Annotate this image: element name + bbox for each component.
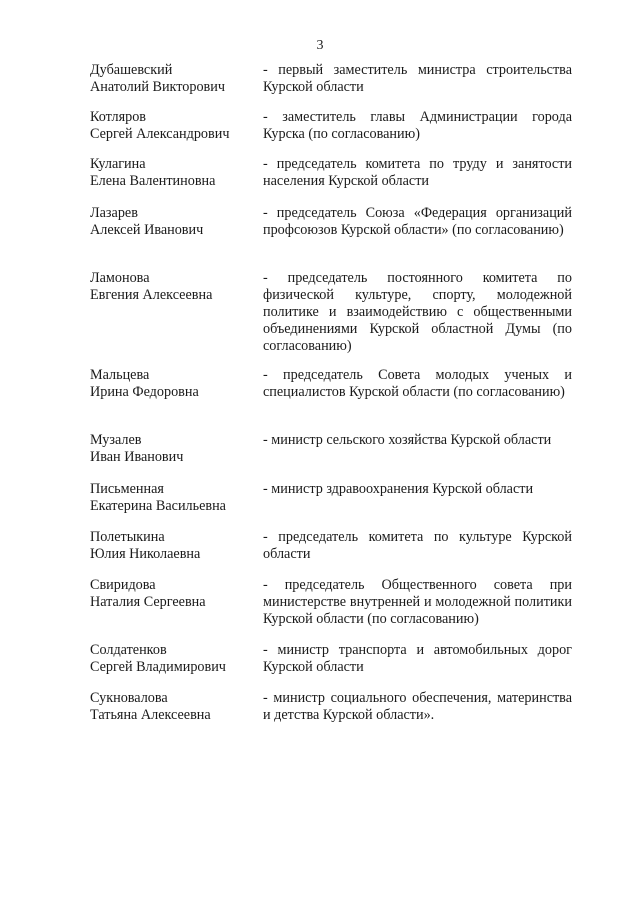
member-role: - министр сельского хозяйства Курской области xyxy=(263,432,552,448)
member-name xyxy=(90,577,255,611)
member-surname: Свиридова xyxy=(90,577,156,593)
member-surname: Ламонова xyxy=(90,270,150,286)
member-name xyxy=(90,432,255,466)
member-name xyxy=(90,642,255,676)
member-role: - министр транспорта и автомобильных дорог Курской области xyxy=(263,642,572,675)
member-surname: Письменная xyxy=(90,481,164,497)
member-given-names: Ирина Федоровна xyxy=(90,384,199,400)
member-name xyxy=(90,109,255,143)
member-role: - председатель комитета по культуре Курской области xyxy=(263,529,572,562)
member-given-names: Сергей Владимирович xyxy=(90,659,226,675)
member-role: - министр здравоохранения Курской области xyxy=(263,481,534,497)
page-number: 3 xyxy=(316,38,324,53)
member-name xyxy=(90,270,255,304)
member-given-names: Екатерина Васильевна xyxy=(90,498,226,514)
member-surname: Сукновалова xyxy=(90,690,168,706)
member-given-names: Иван Иванович xyxy=(90,449,184,465)
member-surname: Котляров xyxy=(90,109,147,125)
member-name xyxy=(90,690,255,724)
member-name xyxy=(90,62,255,96)
member-role: - заместитель главы Администрации города Курска (по согласованию) xyxy=(263,109,572,142)
member-name xyxy=(90,529,255,563)
member-given-names: Сергей Александрович xyxy=(90,126,230,142)
member-name xyxy=(90,156,255,190)
member-given-names: Татьяна Алексеевна xyxy=(90,707,211,723)
member-given-names: Юлия Николаевна xyxy=(90,546,201,562)
member-surname: Полетыкина xyxy=(90,529,165,545)
member-role: - министр социального обеспечения, материнства и детства Курской области». xyxy=(263,690,572,723)
member-role: - председатель Совета молодых ученых и специалистов Курской области (по согласованию) xyxy=(263,367,572,400)
member-given-names: Алексей Иванович xyxy=(90,222,204,238)
member-surname: Солдатенков xyxy=(90,642,167,658)
member-surname: Мальцева xyxy=(90,367,150,383)
member-surname: Кулагина xyxy=(90,156,146,172)
member-surname: Дубашевский xyxy=(90,62,173,78)
member-role: - председатель Общественного совета при министерстве внутренней и молодежной политики Курской области (по согласованию) xyxy=(263,577,572,627)
member-given-names: Наталия Сергеевна xyxy=(90,594,206,610)
member-role: - председатель Союза «Федерация организаций профсоюзов Курской области» (по согласованию) xyxy=(263,205,572,238)
member-name xyxy=(90,367,255,401)
member-surname: Лазарев xyxy=(90,205,138,221)
member-role: - первый заместитель министра строительства Курской области xyxy=(263,62,572,95)
member-given-names: Евгения Алексеевна xyxy=(90,287,213,303)
member-role: - председатель постоянного комитета по физической культуре, спорту, молодежной политике и взаимодействию с общественными объединениями Курской областной Думы (по согласованию) xyxy=(263,270,572,354)
member-role: - председатель комитета по труду и занятости населения Курской области xyxy=(263,156,572,189)
member-given-names: Анатолий Викторович xyxy=(90,79,225,95)
member-given-names: Елена Валентиновна xyxy=(90,173,216,189)
member-name xyxy=(90,205,255,239)
member-surname: Музалев xyxy=(90,432,142,448)
member-name xyxy=(90,481,255,515)
